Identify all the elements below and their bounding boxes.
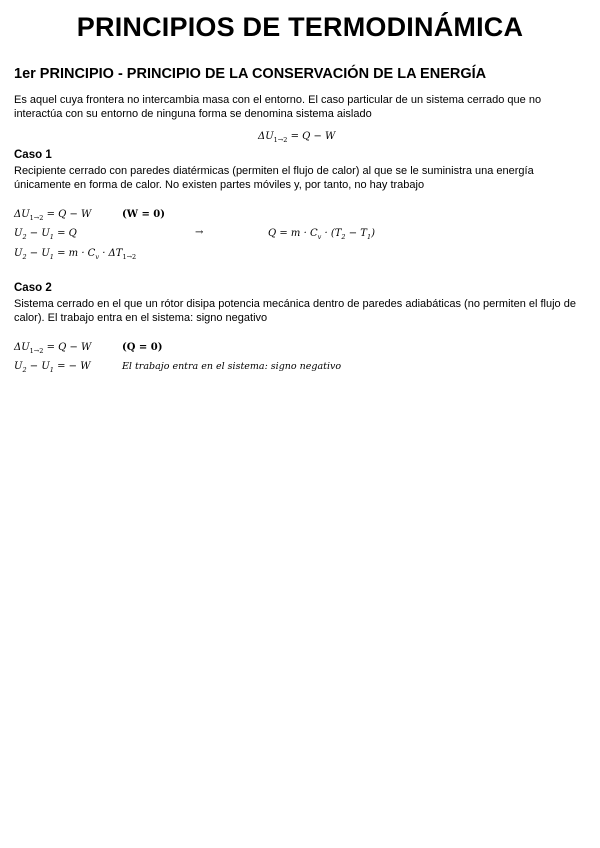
caso2-note: El trabajo entra en el sistema: signo negativo <box>122 361 342 372</box>
caso2-condition: (Q = 0) <box>122 342 163 353</box>
caso2-heading: Caso 2 <box>14 282 52 294</box>
section-title: 1er PRINCIPIO - PRINCIPIO DE LA CONSERVACIÓN DE LA ENERGÍA <box>14 66 487 82</box>
intro-paragraph: Es aquel cuya frontera no intercambia masa con el entorno. El caso particular de un sistema cerrado que no interactúa con su entorno de ninguna forma se denomina sistema aislado <box>14 94 542 120</box>
caso1-equation-right: $Q = m \cdot C_v \cdot (T_2 - T_1)$ <box>268 228 376 241</box>
caso1-paragraph: Recipiente cerrado con paredes diatérmicas (permiten el flujo de calor) al que se le suministra una energía únicamente en forma de calor. No existen partes móviles y, por tanto, no hay trabajo <box>14 165 534 191</box>
caso2-equation-2: $U_2 - U_1$ = − W <box>14 361 91 374</box>
caso1-equation-1: $\Delta U_{1\to 2} = Q - W$ <box>14 209 92 222</box>
caso1-equation-2: $U_2 - U_1 = Q$ <box>14 228 77 241</box>
caso2-paragraph: Sistema cerrado en el que un rótor disipa potencia mecánica dentro de paredes adiabáticas (no permiten el flujo de calor). El trabajo entra en el sistema: signo negativo <box>14 298 576 324</box>
page-title: PRINCIPIOS DE TERMODINÁMICA <box>76 12 524 42</box>
intro-equation: $\Delta U_{1\to 2} = Q - W$ <box>258 131 336 144</box>
caso1-condition: (W = 0) <box>122 209 165 220</box>
caso1-equation-3: $U_2 - U_1 = m \cdot C_v \cdot \Delta T_{1\to 2}$ <box>14 248 137 261</box>
caso1-arrow: → <box>195 227 204 238</box>
caso2-equation-1: $\Delta U_{1\to 2} = Q - W$ <box>14 342 92 355</box>
caso1-heading: Caso 1 <box>14 149 52 161</box>
